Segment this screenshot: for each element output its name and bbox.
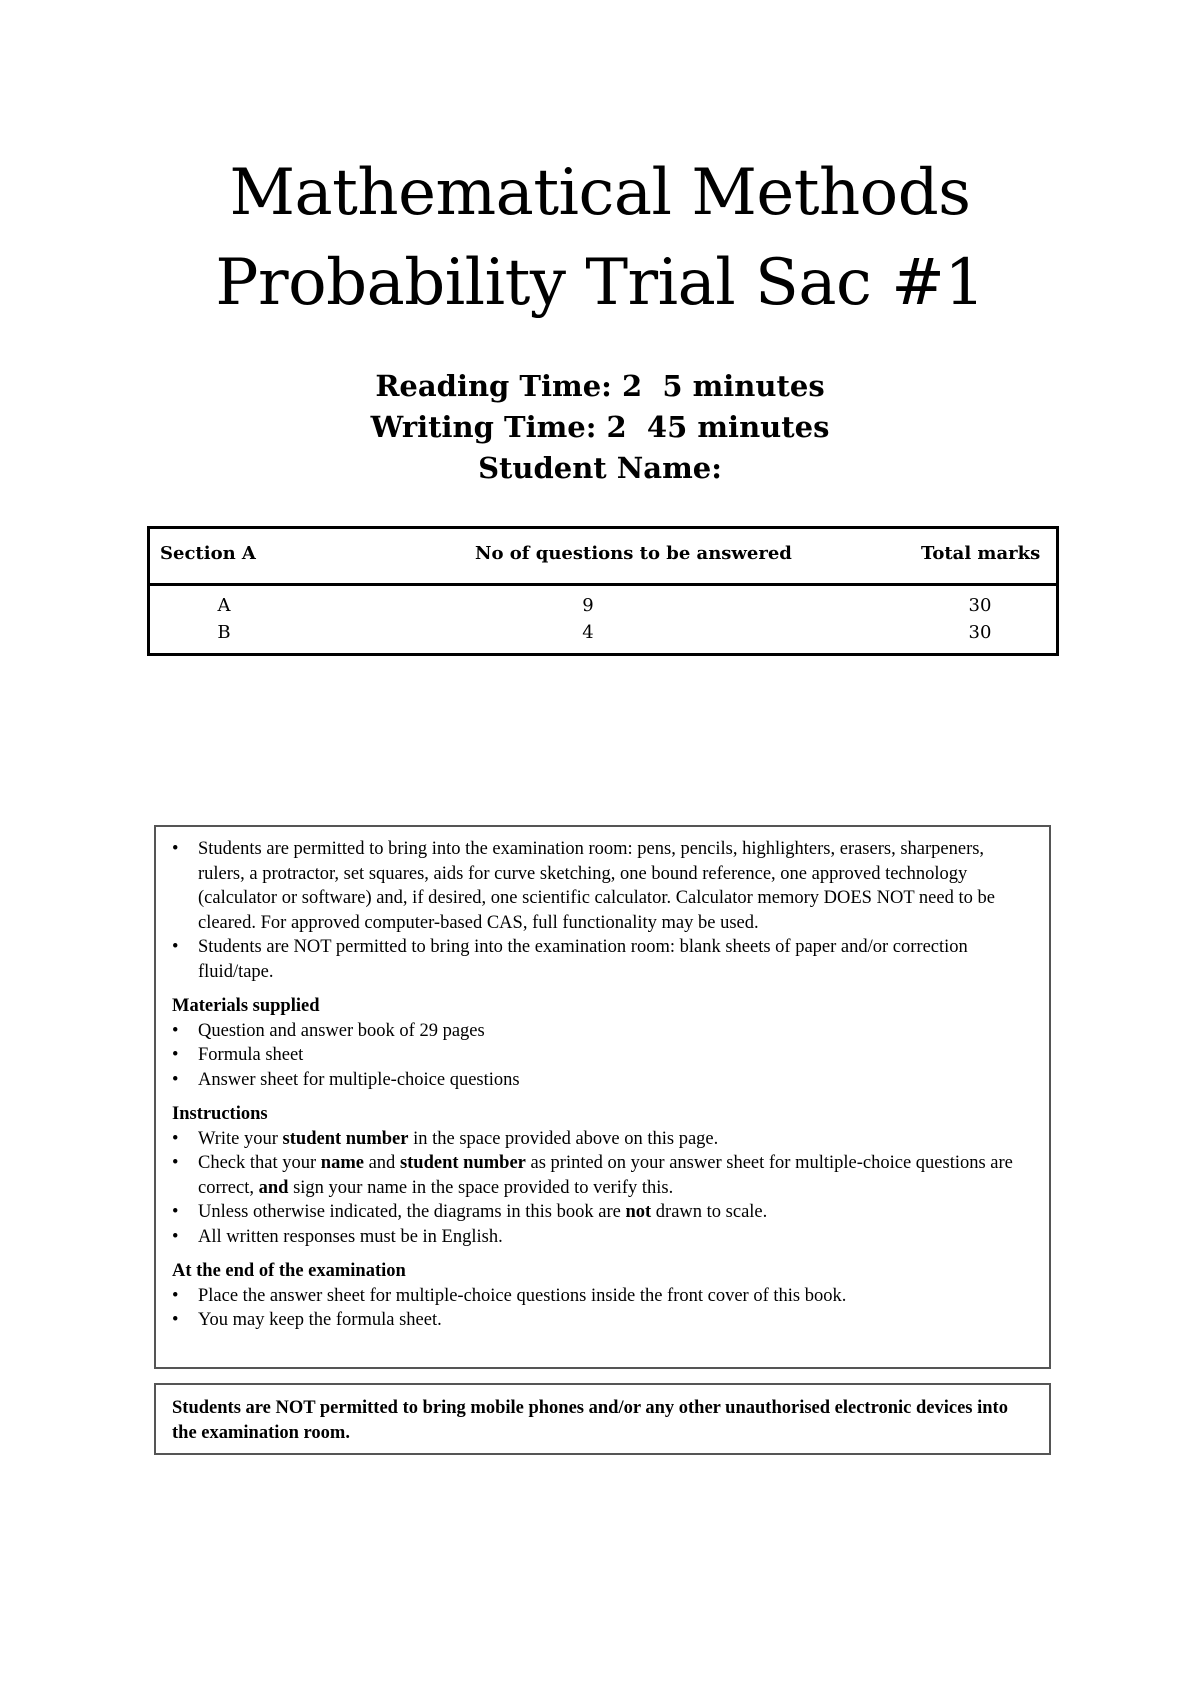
header-questions: No of questions to be answered	[475, 543, 792, 564]
bullet-icon: •	[172, 1128, 179, 1149]
text-emphasis: student number	[399, 1153, 526, 1173]
header-total-marks: Total marks	[921, 543, 1041, 564]
table-row	[150, 622, 1056, 649]
cell-questions: 9	[582, 595, 594, 616]
text-fragment: Unless otherwise indicated, the diagrams in this book are	[198, 1202, 626, 1222]
list-item	[172, 1043, 1035, 1068]
table-row	[150, 595, 1056, 622]
exam-meta	[0, 366, 1200, 489]
bullet-icon: •	[172, 1069, 179, 1090]
cell-marks: 30	[968, 595, 992, 616]
text-emphasis: name	[320, 1153, 364, 1173]
instructions-box	[154, 825, 1051, 1369]
student-name-label: Student Name:	[478, 451, 722, 485]
list-item	[172, 1308, 1035, 1333]
text-fragment: Write your	[198, 1128, 283, 1149]
list-item	[172, 1068, 1035, 1093]
bullet-icon: •	[172, 1202, 179, 1222]
list-item	[172, 1284, 1035, 1309]
list-item-text: Question and answer book of 29 pages	[198, 1020, 485, 1041]
bullet-icon: •	[172, 1020, 179, 1041]
text-fragment: and	[363, 1153, 400, 1173]
bullet-icon: •	[172, 1310, 179, 1330]
instructions-list	[172, 1127, 1035, 1250]
text-fragment: drawn to scale.	[651, 1202, 768, 1222]
bullet-icon: •	[172, 937, 179, 957]
summary-table-body	[150, 595, 1056, 649]
list-item	[172, 1225, 1035, 1250]
instructions-heading: Instructions	[172, 1104, 268, 1124]
materials-heading: Materials supplied	[172, 996, 320, 1016]
bullet-icon: •	[172, 1153, 179, 1173]
list-item-text: All written responses must be in English.	[198, 1226, 503, 1247]
summary-table	[147, 526, 1059, 656]
list-item-text: You may keep the formula sheet.	[198, 1310, 442, 1330]
reading-time: Reading Time: 2 5 minutes	[375, 369, 825, 403]
summary-table-header	[150, 529, 1056, 586]
list-item-text: Place the answer sheet for multiple-choice questions inside the front cover of this book.	[198, 1285, 847, 1306]
list-item	[172, 1127, 1035, 1152]
cell-section: A	[217, 595, 231, 616]
cell-marks: 30	[968, 622, 992, 643]
bullet-icon: •	[172, 1045, 179, 1065]
writing-time: Writing Time: 2 45 minutes	[370, 410, 830, 444]
bullet-icon: •	[172, 1285, 179, 1306]
list-item-text: Students are permitted to bring into the examination room: pens, pencils, highlighters, erasers, sharpeners, rulers, a protractor, set squares, aids for curve sketching, one bound reference, one approved technology (calculator or software) and, if desired, one scientific calculator. Calculator memory DOES NOT need to be cleared. For approved computer-based CAS, full functionality may be used.	[198, 839, 995, 933]
list-item	[172, 1151, 1035, 1200]
list-item	[172, 1019, 1035, 1044]
materials-list	[172, 1019, 1035, 1093]
header-section: Section A	[160, 543, 256, 564]
list-item	[172, 1200, 1035, 1225]
text-fragment: sign your name in the space provided to verify this.	[288, 1177, 674, 1198]
list-item	[172, 837, 1035, 935]
title-line-1: Mathematical Methods	[229, 156, 971, 230]
bullet-icon: •	[172, 839, 179, 859]
text-emphasis: not	[625, 1202, 652, 1222]
title-line-2: Probability Trial Sac #1	[215, 246, 985, 320]
list-item-text: Students are NOT permitted to bring into the examination room: blank sheets of paper and/or correction fluid/tape.	[198, 937, 968, 982]
cell-section: B	[217, 622, 231, 643]
end-of-exam-list	[172, 1284, 1035, 1333]
text-fragment: Check that your	[198, 1153, 321, 1173]
cell-questions: 4	[582, 622, 594, 643]
permitted-list	[172, 837, 1035, 984]
list-item	[172, 935, 1035, 984]
text-emphasis: and	[258, 1177, 289, 1198]
end-of-exam-heading: At the end of the examination	[172, 1261, 406, 1281]
text-emphasis: student number	[282, 1128, 409, 1149]
list-item-text: Answer sheet for multiple-choice questions	[198, 1069, 520, 1090]
text-fragment: as printed on your answer sheet for multiple-choice questions are correct,	[198, 1153, 1013, 1198]
notice-box	[154, 1383, 1051, 1455]
notice-text: Students are NOT permitted to bring mobile phones and/or any other unauthorised electronic devices into the examination room.	[172, 1398, 1008, 1443]
text-fragment: in the space provided above on this page.	[408, 1128, 719, 1149]
document-title	[0, 148, 1200, 328]
bullet-icon: •	[172, 1226, 179, 1247]
list-item-text: Formula sheet	[198, 1045, 304, 1065]
